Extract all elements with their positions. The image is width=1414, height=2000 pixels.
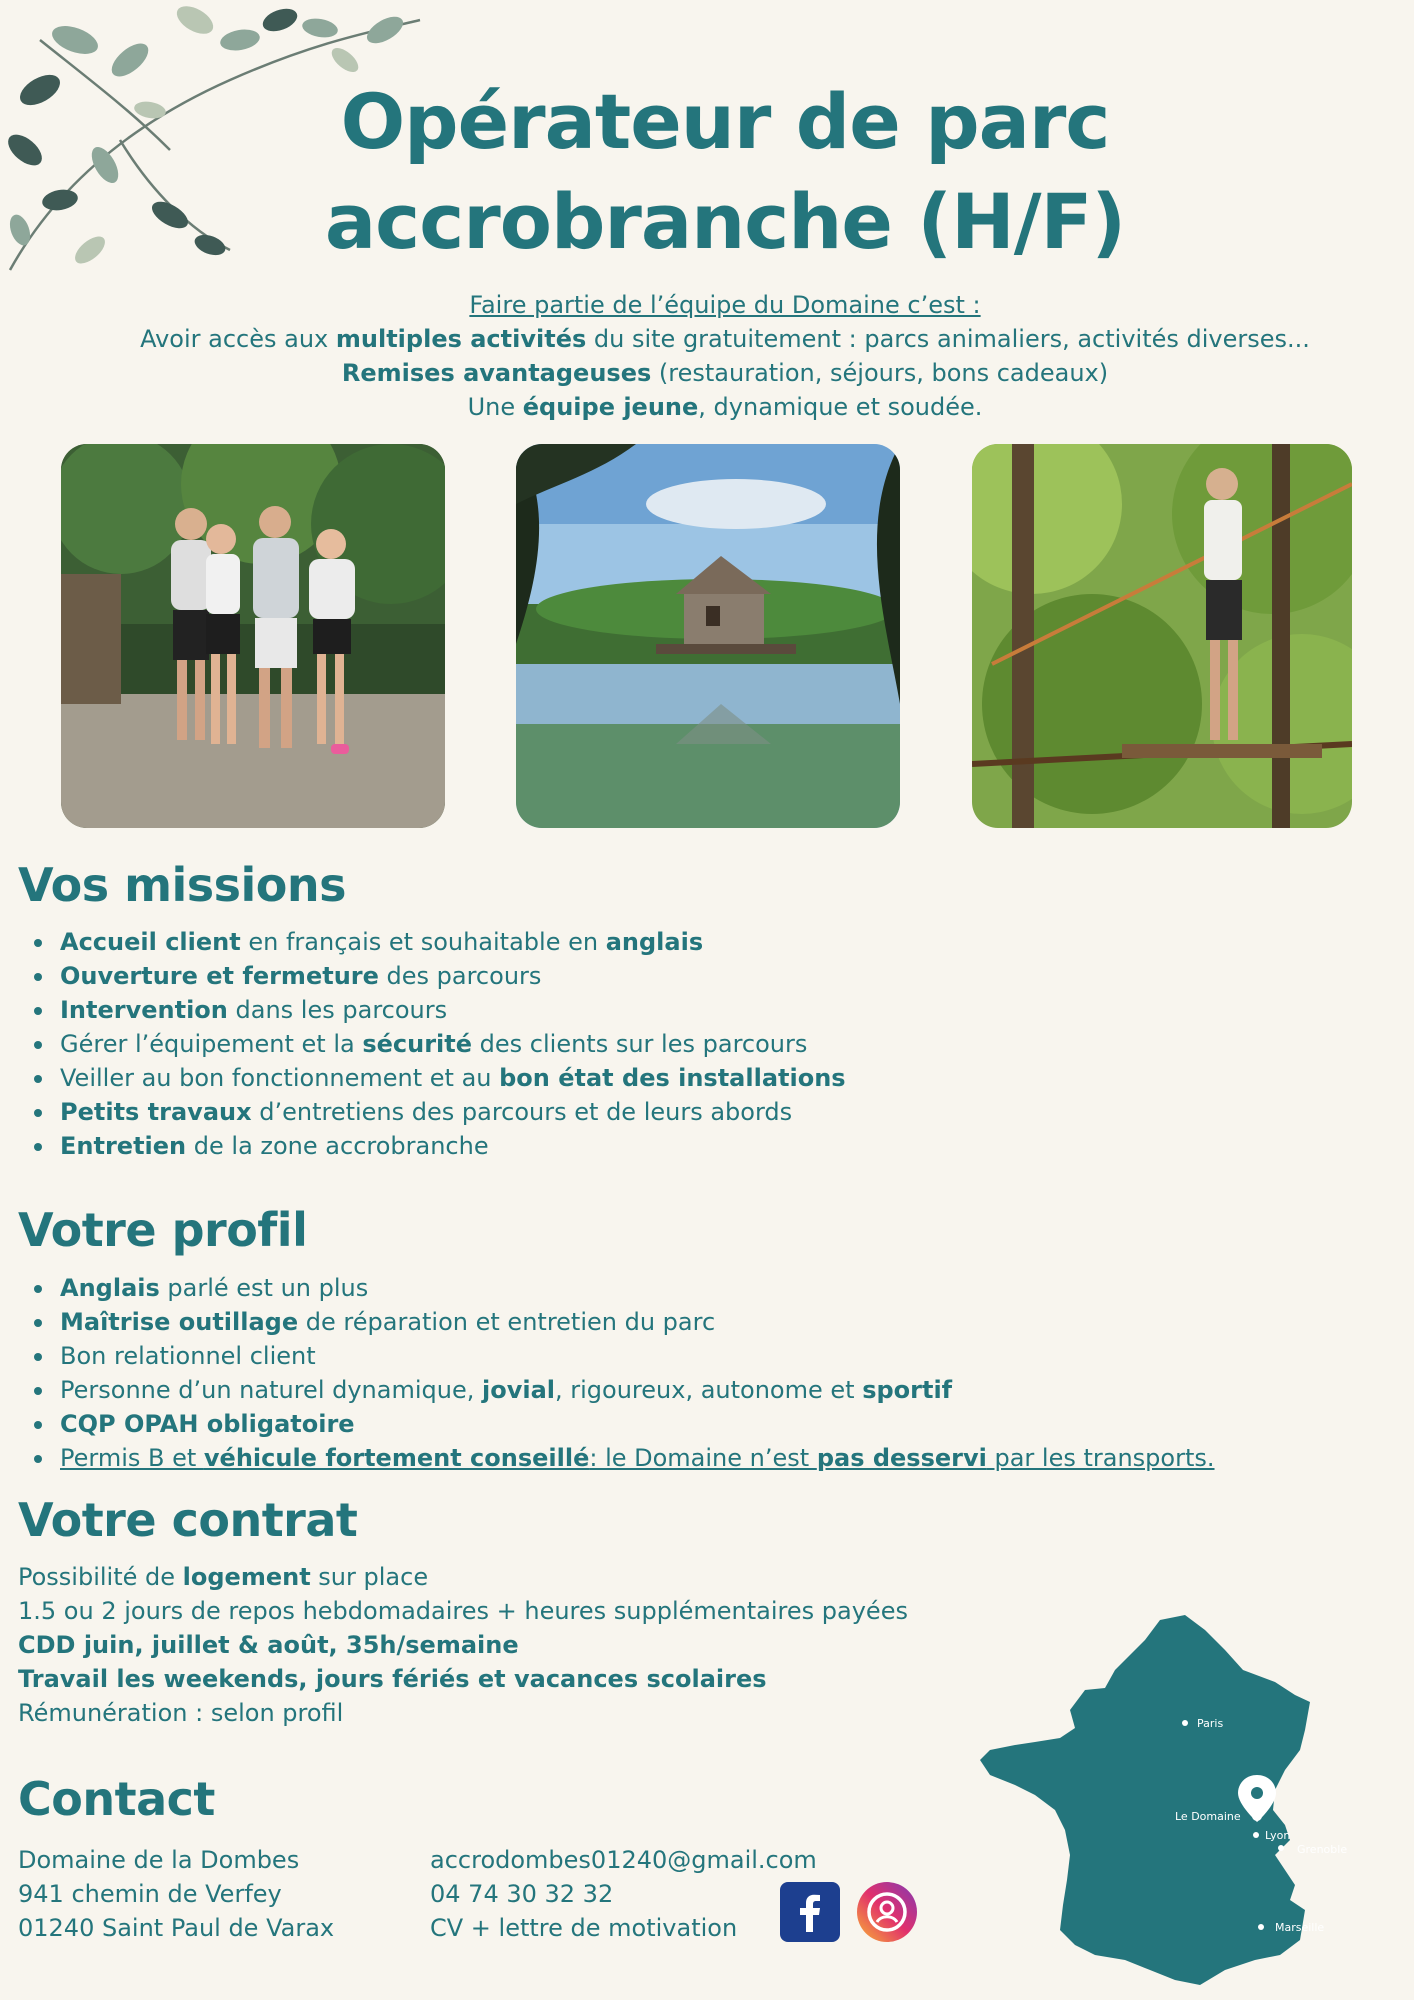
contract-block <box>18 1560 908 1730</box>
contact-heading: Contact <box>18 1772 215 1826</box>
text: de réparation et entretien du parc <box>298 1308 716 1336</box>
text: par les transports. <box>986 1444 1215 1472</box>
text: Bon relationnel client <box>60 1342 316 1370</box>
text: parlé est un plus <box>159 1274 369 1302</box>
perks-block <box>60 288 1390 424</box>
contact-info-block <box>430 1843 817 1945</box>
list-item <box>30 1305 1215 1339</box>
text-bold: CDD juin, juillet & août, 35h/semaine <box>18 1631 519 1659</box>
text: sur place <box>310 1563 429 1591</box>
text-bold: anglais <box>605 928 704 956</box>
facebook-icon[interactable] <box>780 1882 840 1942</box>
address-line: 01240 Saint Paul de Varax <box>18 1914 335 1942</box>
contract-line <box>18 1560 908 1594</box>
text: de la zone accrobranche <box>186 1132 489 1160</box>
text: des parcours <box>378 962 542 990</box>
text-bold: sportif <box>862 1376 953 1404</box>
text-bold: Entretien <box>60 1132 187 1160</box>
text-bold: logement <box>182 1563 311 1591</box>
text: (restauration, séjours, bons cadeaux) <box>651 359 1109 387</box>
perks-line-3 <box>60 390 1390 424</box>
team-photo-image <box>61 444 445 828</box>
text-bold: multiples activités <box>335 325 587 353</box>
text: , rigoureux, autonome et <box>555 1376 863 1404</box>
text-bold: jovial <box>481 1376 555 1404</box>
application-note: CV + lettre de motivation <box>430 1914 738 1942</box>
text: dans les parcours <box>227 996 448 1024</box>
email-link[interactable]: accrodombes01240@gmail.com <box>430 1846 817 1874</box>
contract-line: 1.5 ou 2 jours de repos hebdomadaires + heures supplémentaires payées <box>18 1597 908 1625</box>
text: des clients sur les parcours <box>472 1030 808 1058</box>
text: Possibilité de <box>18 1563 183 1591</box>
text-bold: CQP OPAH obligatoire <box>60 1410 355 1438</box>
address-line: 941 chemin de Verfey <box>18 1880 282 1908</box>
text-bold: Travail les weekends, jours fériés et vacances scolaires <box>18 1665 767 1693</box>
address-block <box>18 1843 334 1945</box>
map-label-grenoble: Grenoble <box>1297 1843 1348 1856</box>
lake-cabin-photo <box>516 444 900 828</box>
list-item <box>30 993 846 1027</box>
text-bold: équipe jeune <box>522 393 699 421</box>
text-bold: sécurité <box>362 1030 473 1058</box>
list-item <box>30 1095 846 1129</box>
list-item <box>30 1027 846 1061</box>
contract-line <box>18 1628 908 1662</box>
team-photo <box>61 444 445 828</box>
text-bold: Maîtrise outillage <box>60 1308 299 1336</box>
list-item <box>30 1407 1215 1441</box>
list-item <box>30 1129 846 1163</box>
text-bold: pas desservi <box>816 1444 987 1472</box>
text-bold: Remises avantageuses <box>341 359 652 387</box>
text: Veiller au bon fonctionnement et au <box>60 1064 500 1092</box>
lake-cabin-photo-image <box>516 444 900 828</box>
map-label-domaine: Le Domaine <box>1175 1810 1241 1823</box>
list-item <box>30 1339 1215 1373</box>
text-bold: Ouverture et fermeture <box>60 962 379 990</box>
profile-heading: Votre profil <box>18 1203 308 1257</box>
text-bold: Anglais <box>60 1274 160 1302</box>
text: : le Domaine n’est <box>589 1444 817 1472</box>
text: Permis B et <box>60 1444 204 1472</box>
perks-line-2 <box>60 356 1390 390</box>
phone-link[interactable]: 04 74 30 32 32 <box>430 1880 614 1908</box>
map-label-paris: Paris <box>1197 1717 1224 1730</box>
text: , dynamique et soudée. <box>698 393 983 421</box>
text: en français et souhaitable en <box>240 928 606 956</box>
treetop-course-photo <box>972 444 1352 828</box>
text: Gérer l’équipement et la <box>60 1030 363 1058</box>
text: d’entretiens des parcours et de leurs abords <box>251 1098 793 1126</box>
contract-heading: Votre contrat <box>18 1493 358 1547</box>
text: Avoir accès aux <box>140 325 336 353</box>
text-bold: Accueil client <box>60 928 241 956</box>
text: Une <box>467 393 523 421</box>
list-item <box>30 1441 1215 1475</box>
france-map <box>975 1610 1355 1990</box>
text-bold: Petits travaux <box>60 1098 252 1126</box>
address-line: Domaine de la Dombes <box>18 1846 300 1874</box>
text-bold: véhicule fortement conseillé <box>203 1444 590 1472</box>
list-item <box>30 1061 846 1095</box>
text-bold: bon état des installations <box>499 1064 846 1092</box>
text: Personne d’un naturel dynamique, <box>60 1376 482 1404</box>
text-bold: Intervention <box>60 996 228 1024</box>
treetop-course-photo-image <box>972 444 1352 828</box>
page-title: Opérateur de parc accrobranche (H/F) <box>324 77 1126 266</box>
instagram-icon[interactable] <box>857 1882 917 1942</box>
profile-list <box>30 1271 1215 1475</box>
list-item <box>30 1271 1215 1305</box>
perks-line-1 <box>60 322 1390 356</box>
perks-heading: Faire partie de l’équipe du Domaine c’est : <box>469 291 981 319</box>
list-item <box>30 959 846 993</box>
contract-line: Rémunération : selon profil <box>18 1699 344 1727</box>
map-label-marseille: Marseille <box>1275 1921 1325 1934</box>
missions-heading: Vos missions <box>18 858 347 912</box>
text: du site gratuitement : parcs animaliers, activités diverses... <box>586 325 1310 353</box>
list-item <box>30 925 846 959</box>
missions-list <box>30 925 846 1163</box>
map-label-lyon: Lyon <box>1265 1829 1291 1842</box>
contract-line <box>18 1662 908 1696</box>
list-item <box>30 1373 1215 1407</box>
